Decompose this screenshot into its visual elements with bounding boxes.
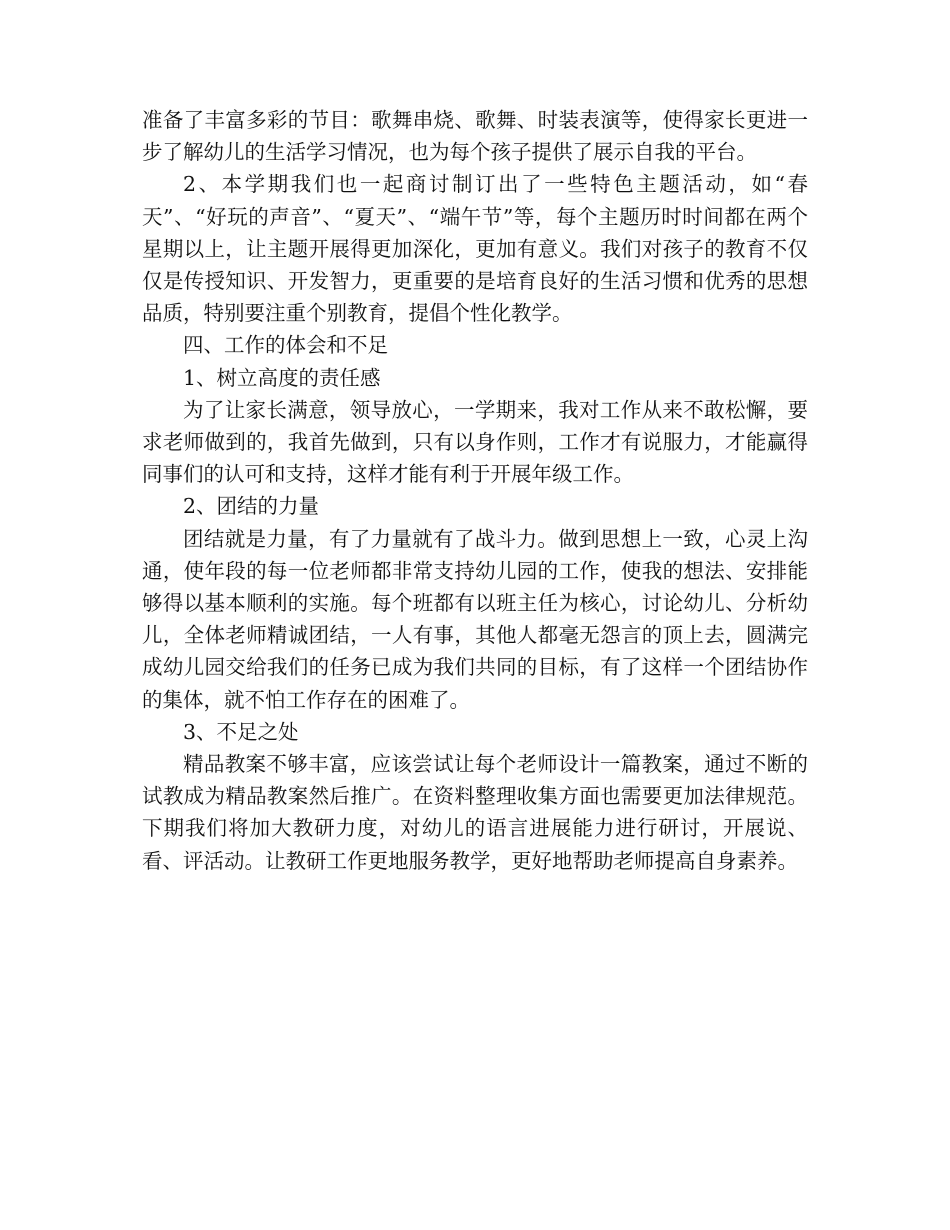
document-body bbox=[142, 104, 808, 877]
paragraph-shortcomings: 精品教案不够丰富，应该尝试让每个老师设计一篇教案，通过不断的试教成为精品教案然后推广。在资料整理收集方面也需要更加法律规范。下期我们将加大教研力度，对幼儿的语言进展能力进行研讨，开展说、看、评活动。让教研工作更地服务教学，更好地帮助老师提高自身素养。 bbox=[142, 752, 808, 873]
paragraph-continuation: 准备了丰富多彩的节目：歌舞串烧、歌舞、时装表演等，使得家长更进一步了解幼儿的生活学习情况，也为每个孩子提供了展示自我的平台。 bbox=[142, 108, 808, 165]
paragraph-unity: 团结就是力量，有了力量就有了战斗力。做到思想上一致，心灵上沟通，使年段的每一位老师都非常支持幼儿园的工作，使我的想法、安排能够得以基本顺利的实施。每个班都有以班主任为核心，讨论幼儿、分析幼儿，全体老师精诚团结，一人有事，其他人都毫无怨言的顶上去，圆满完成幼儿园交给我们的任务已成为我们共同的目标，有了这样一个团结协作的集体，就不怕工作存在的困难了。 bbox=[142, 526, 808, 712]
subheading-unity: 2、团结的力量 bbox=[183, 494, 320, 519]
paragraph-responsibility: 为了让家长满意，领导放心，一学期来，我对工作从来不敢松懈，要求老师做到的，我首先做到，只有以身作则，工作才有说服力，才能赢得同事们的认可和支持，这样才能有利于开展年级工作。 bbox=[142, 397, 808, 487]
section-heading-experience: 四、工作的体会和不足 bbox=[183, 333, 388, 358]
subheading-shortcomings: 3、不足之处 bbox=[183, 719, 299, 744]
paragraph-theme-activities: 2、本学期我们也一起商讨制订出了一些特色主题活动，如“春天”、“好玩的声音”、“夏天”、“端午节”等，每个主题历时时间都在两个星期以上，让主题开展得更加深化，更加有意义。我们对孩子的教育不仅仅是传授知识、开发智力，更重要的是培育良好的生活习惯和优秀的思想品质，特别要注重个别教育，提倡个性化教学。 bbox=[142, 172, 808, 326]
subheading-responsibility: 1、树立高度的责任感 bbox=[183, 365, 381, 390]
